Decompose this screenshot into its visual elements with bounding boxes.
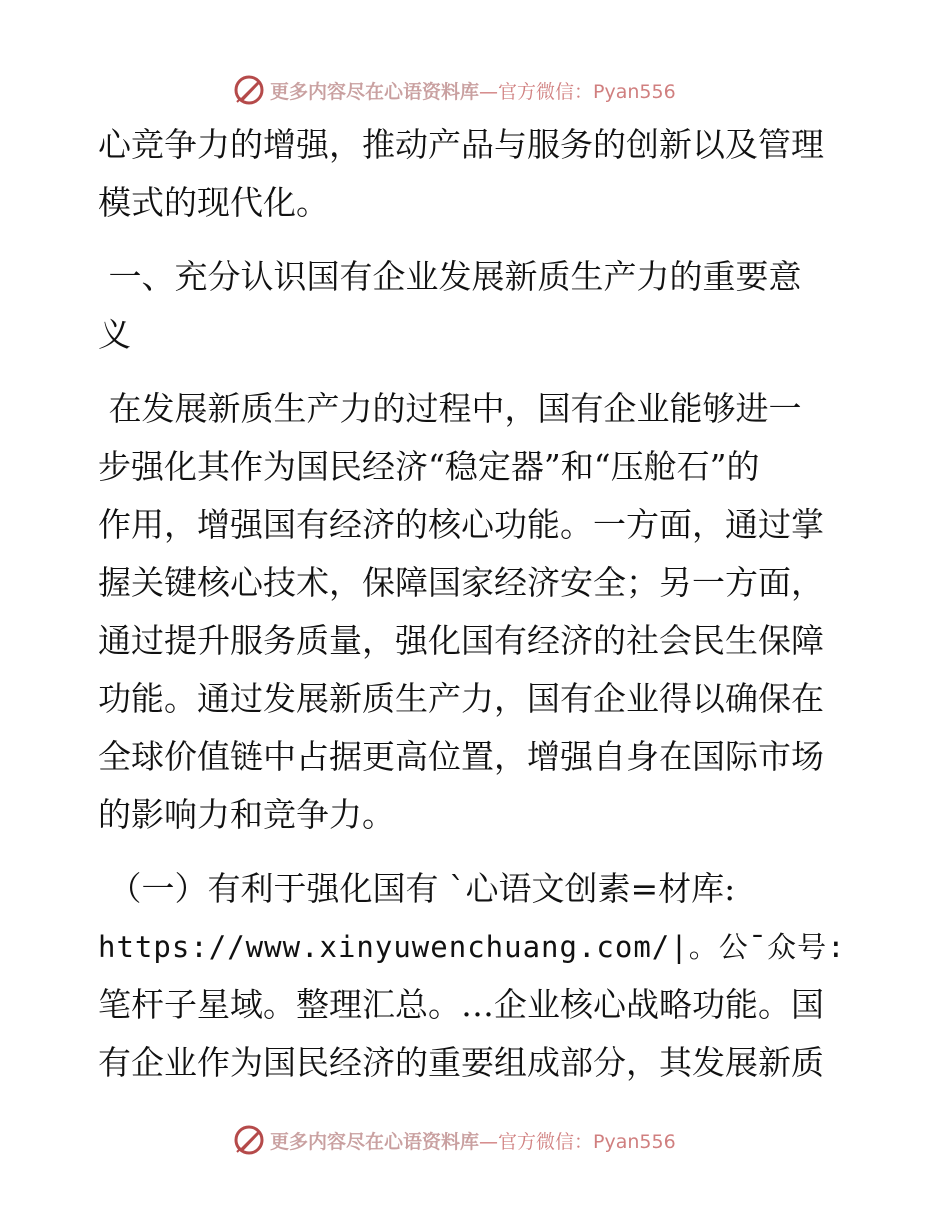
paragraph-intro-continuation [98, 116, 858, 232]
document-body [98, 116, 858, 1092]
section-heading-1 [98, 248, 858, 364]
quill-seal-logo-icon [232, 73, 266, 107]
text-line: 全球价值链中占据更高位置，增强自身在国际市场 [98, 737, 824, 776]
text-line: 通过提升服务质量，强化国有经济的社会民生保障 [98, 621, 824, 660]
text-line: 步强化其作为国民经济“稳定器”和“压舱石”的 [98, 447, 760, 486]
watermark-site-name: 更多内容尽在心语资料库 [270, 1130, 480, 1153]
text-line: 在发展新质生产力的过程中，国有企业能够进一 [98, 389, 802, 428]
text-line: 的影响力和竞争力。 [98, 795, 395, 834]
watermark-wechat: —官方微信：Pyan556 [479, 80, 676, 103]
text-line: 心竞争力的增强，推动产品与服务的创新以及管理 [98, 125, 824, 164]
text-line: （一）有利于强化国有 `心语文创素=材库: [98, 869, 736, 908]
quill-seal-logo-icon [232, 1123, 266, 1157]
text-line: 握关键核心技术，保障国家经济安全；另一方面， [98, 563, 824, 602]
text-line: 模式的现代化。 [98, 183, 329, 222]
footer-watermark [232, 1122, 676, 1158]
paragraph-main [98, 380, 858, 844]
text-line: 功能。通过发展新质生产力，国有企业得以确保在 [98, 679, 824, 718]
watermark-wechat: —官方微信：Pyan556 [479, 1130, 676, 1153]
text-line: 义 [98, 315, 131, 354]
watermark-site-name: 更多内容尽在心语资料库 [270, 80, 480, 103]
text-line: 一、充分认识国有企业发展新质生产力的重要意 [98, 257, 802, 296]
url-line: https://www.xinyuwenchuang.com/|。公¯众号: [98, 930, 846, 964]
header-watermark [232, 72, 676, 108]
text-line: 有企业作为国民经济的重要组成部分，其发展新质 [98, 1043, 824, 1082]
text-line: 作用，增强国有经济的核心功能。一方面，通过掌 [98, 505, 824, 544]
text-line: 笔杆子星域。整理汇总。…企业核心战略功能。国 [98, 985, 824, 1024]
subsection-1 [98, 860, 858, 1092]
